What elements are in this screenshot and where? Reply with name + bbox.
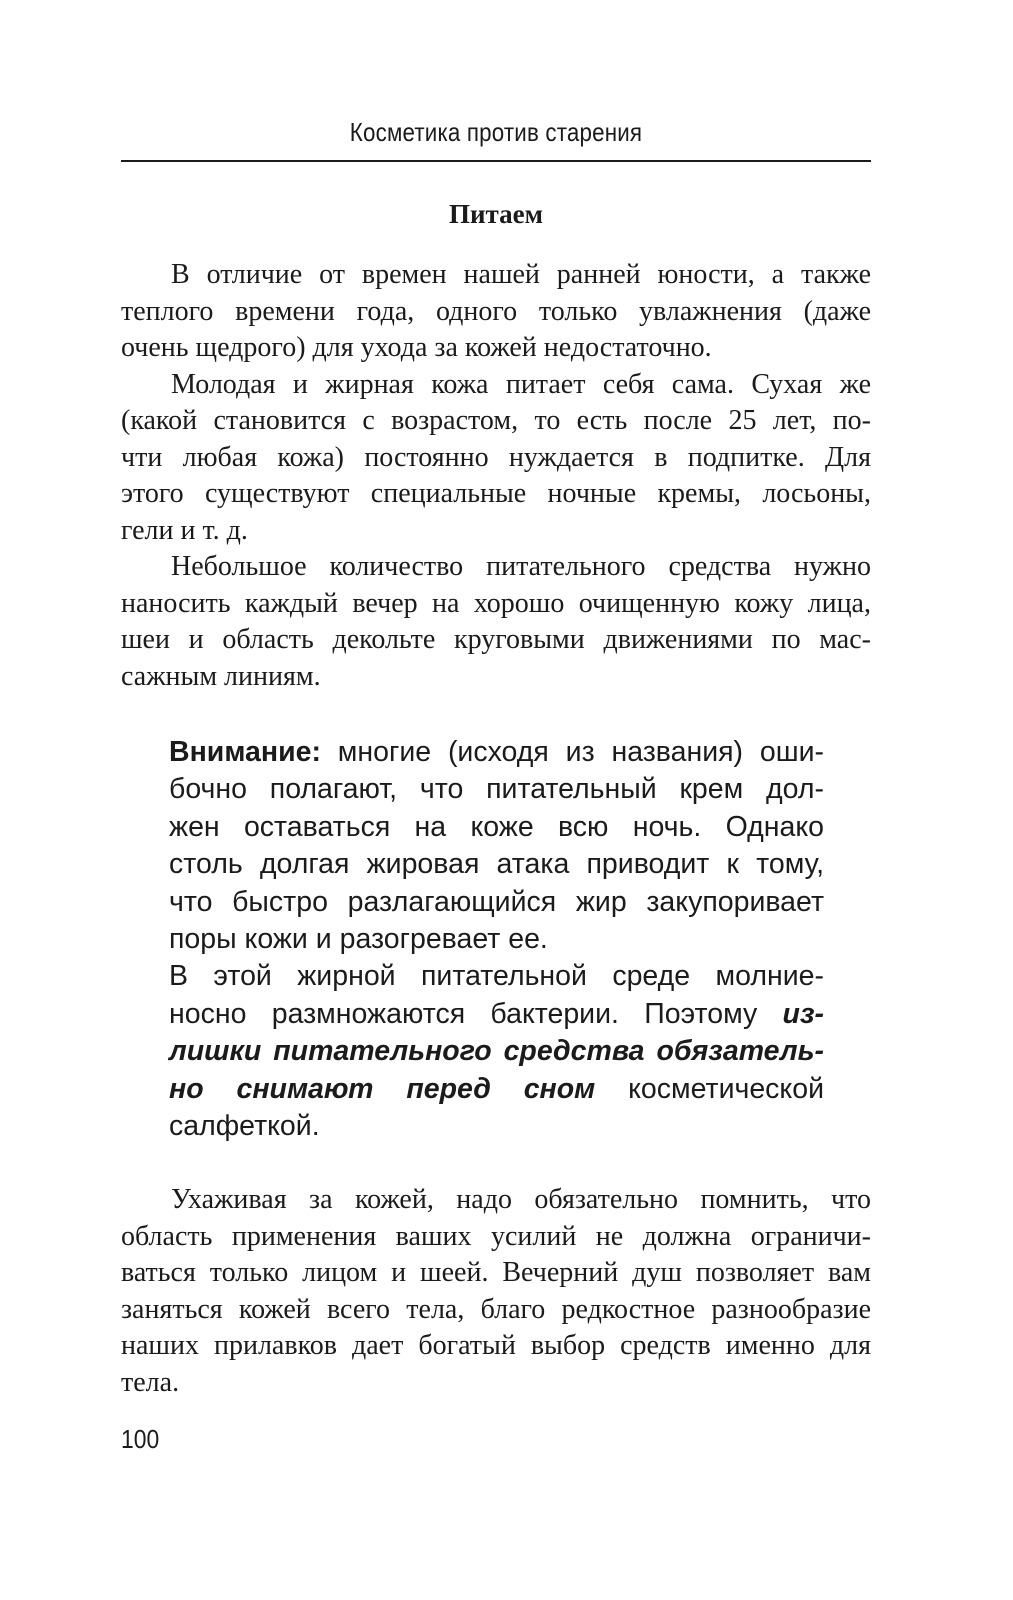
note-line <box>169 1071 824 1108</box>
note-label: Внимание: <box>169 736 321 768</box>
note-text: косметической <box>595 1072 824 1105</box>
note-line: столь долгая жировая атака приводит к тому, <box>169 848 824 881</box>
text-line: очень щедрого) для ухода за кожей недостаточно. <box>121 332 712 363</box>
note-line: что быстро разлагающийся жир закупоривает <box>169 885 824 918</box>
note-line: поры кожи и разогревает ее. <box>169 923 548 956</box>
text-line: (какой становится с возрастом, то есть после 25 лет, по- <box>121 405 871 436</box>
note-line <box>169 734 824 771</box>
text-line: В отличие от времен нашей ранней юности, а также <box>171 259 871 290</box>
text-line: Ухаживая за кожей, надо обязательно помнить, что <box>171 1184 871 1215</box>
note-line: бочно полагают, что питательный крем дол- <box>169 773 824 806</box>
text-line: Небольшое количество питательного средства нужно <box>171 551 871 582</box>
text-line: тела. <box>121 1366 180 1398</box>
text-line: Молодая и жирная кожа питает себя сама. Сухая же <box>171 368 871 400</box>
text-line: этого существуют специальные ночные кремы, лосьоны, <box>121 478 871 509</box>
text-line: гели и т. д. <box>121 514 248 546</box>
note-line <box>169 996 824 1033</box>
text-line: наших прилавков дает богатый выбор средств именно для <box>121 1330 871 1361</box>
attention-note <box>169 734 824 1145</box>
paragraph-2 <box>121 367 871 550</box>
page-number: 100 <box>121 1424 160 1454</box>
note-emphasis: но снимают перед сном <box>169 1072 596 1105</box>
note-emphasis-line: лишки питательного средства обязатель- <box>169 1035 824 1068</box>
paragraph-3 <box>121 549 871 695</box>
text-line: сажным линиям. <box>121 660 321 692</box>
text-line: область применения ваших усилий не должна ограничи- <box>121 1220 871 1252</box>
paragraph-4 <box>121 1182 871 1401</box>
text-line: теплого времени года, одного только увлажнения (даже <box>121 295 871 327</box>
text-line: чти любая кожа) постоянно нуждается в подпитке. Для <box>121 441 871 473</box>
running-header: Косметика против старения <box>349 117 643 147</box>
note-text: носно размножаются бактерии. Поэтому <box>169 997 783 1030</box>
note-line: салфеткой. <box>169 1110 320 1143</box>
note-emphasis: из- <box>782 997 824 1030</box>
text-line: ваться только лицом и шеей. Вечерний душ позволяет вам <box>121 1257 871 1288</box>
body-text-top <box>121 257 871 695</box>
note-line: В этой жирной питательной среде молние- <box>169 960 824 993</box>
body-text-bottom <box>121 1182 871 1401</box>
note-line: жен оставаться на коже всю ночь. Однако <box>169 810 824 843</box>
note-text: многие (исходя из названия) оши- <box>320 736 824 768</box>
paragraph-1 <box>121 257 871 367</box>
text-line: шеи и область декольте круговыми движениями по мас- <box>121 624 871 655</box>
header-rule <box>121 160 871 162</box>
text-line: наносить каждый вечер на хорошо очищенную кожу лица, <box>121 587 871 619</box>
text-line: заняться кожей всего тела, благо редкостное разнообразие <box>121 1293 871 1325</box>
section-title: Питаем <box>448 199 544 229</box>
